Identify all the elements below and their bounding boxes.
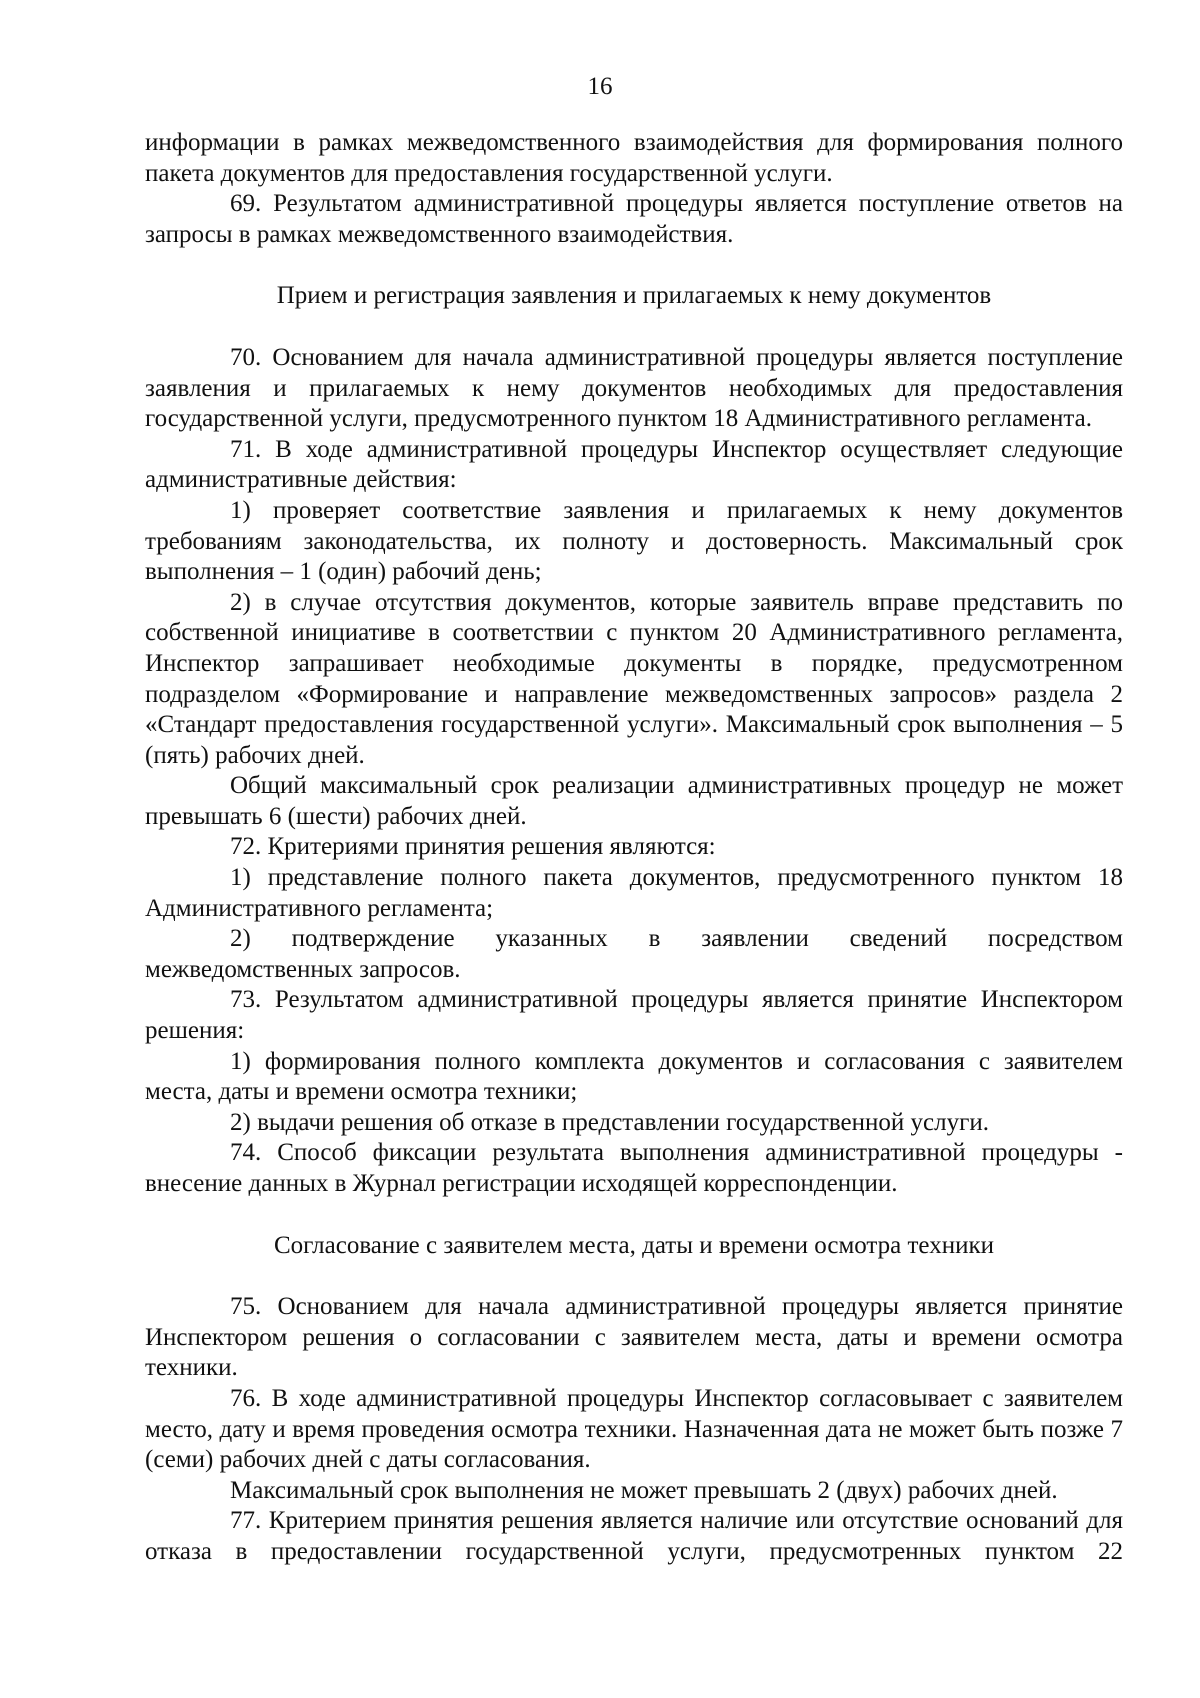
paragraph-69: 69. Результатом административной процедуры является поступление ответов на запросы в рамках межведомственного взаимодействия.	[145, 190, 1123, 248]
paragraph-72-item-1: 1) представление полного пакета документов, предусмотренного пунктом 18 Административного регламента;	[145, 864, 1123, 922]
paragraph-77: 77. Критерием принятия решения является наличие или отсутствие оснований для отказа в предоставлении государственной услуги, предусмотренных пунктом 22	[145, 1507, 1123, 1565]
paragraph-total-term: Общий максимальный срок реализации административных процедур не может превышать 6 (шести) рабочих дней.	[145, 772, 1123, 830]
paragraph-76: 76. В ходе административной процедуры Инспектор согласовывает с заявителем место, дату и время проведения осмотра техники. Назначенная дата не может быть позже 7 (семи) рабочих дней с даты согласования.	[145, 1384, 1123, 1474]
paragraph-71-item-2: 2) в случае отсутствия документов, которые заявитель вправе представить по собственной инициативе в соответствии с пунктом 20 Административного регламента, Инспектор запрашивает необходимые документы в порядке, предусмотренном подразделом «Формирование и направление межведомственных запросов» раздела 2 «Стандарт предоставления государственной услуги». Максимальный срок выполнения – 5 (пять) рабочих дней.	[145, 588, 1123, 769]
paragraph-70: 70. Основанием для начала административной процедуры является поступление заявления и прилагаемых к нему документов необходимых для предоставления государственной услуги, предусмотренного пунктом 18 Административного регламента.	[145, 343, 1123, 433]
paragraph-max-term: Максимальный срок выполнения не может превышать 2 (двух) рабочих дней.	[230, 1476, 1058, 1504]
paragraph-73: 73. Результатом административной процедуры является принятие Инспектором решения:	[145, 986, 1123, 1045]
paragraph-73-item-1: 1) формирования полного комплекта документов и согласования с заявителем места, даты и времени осмотра техники;	[145, 1047, 1123, 1106]
paragraph-74: 74. Способ фиксации результата выполнения административной процедуры - внесение данных в Журнал регистрации исходящей корреспонденции.	[145, 1139, 1123, 1197]
document-body	[145, 128, 1123, 1568]
paragraph-71: 71. В ходе административной процедуры Инспектор осуществляет следующие административные действия:	[145, 435, 1123, 494]
paragraph-continuation: информации в рамках межведомственного взаимодействия для формирования полного пакета документов для предоставления государственной услуги.	[145, 129, 1123, 187]
section-heading-coordination: Согласование с заявителем места, даты и времени осмотра техники	[274, 1231, 994, 1259]
paragraph-72-item-2: 2) подтверждение указанных в заявлении сведений посредством межведомственных запросов.	[145, 925, 1123, 983]
page-number: 16	[587, 73, 613, 100]
section-heading-reception: Прием и регистрация заявления и прилагаемых к нему документов	[276, 282, 992, 310]
paragraph-72: 72. Критериями принятия решения являются:	[230, 833, 716, 861]
paragraph-71-item-1: 1) проверяет соответствие заявления и прилагаемых к нему документов требованиям законодательства, их полноту и достоверность. Максимальный срок выполнения – 1 (один) рабочий день;	[145, 496, 1123, 586]
paragraph-75: 75. Основанием для начала административной процедуры является принятие Инспектором решения о согласовании с заявителем места, даты и времени осмотра техники.	[145, 1293, 1123, 1382]
paragraph-73-item-2: 2) выдачи решения об отказе в представлении государственной услуги.	[230, 1108, 989, 1136]
